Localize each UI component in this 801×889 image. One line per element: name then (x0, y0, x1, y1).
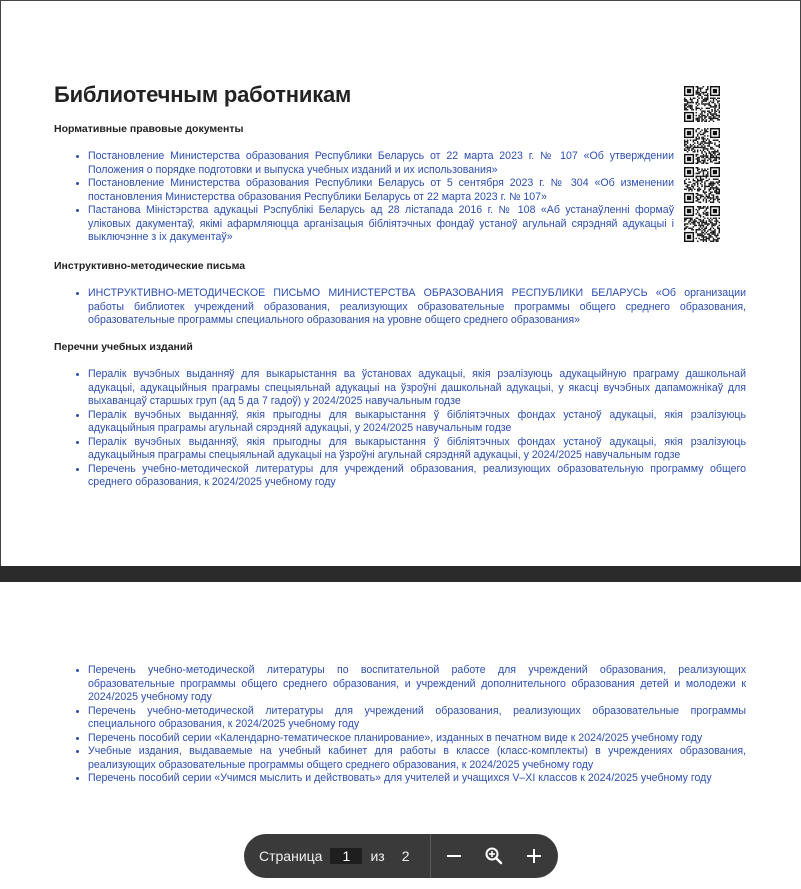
list-item[interactable] (88, 732, 746, 746)
section-heading-normative: Нормативные правовые документы (54, 123, 244, 135)
page-separator (0, 566, 801, 582)
list-item[interactable] (88, 463, 746, 490)
list-item[interactable] (88, 745, 746, 772)
section-heading-lists: Перечни учебных изданий (54, 341, 193, 353)
minus-icon (445, 847, 463, 865)
doc-link[interactable]: Учебные издания, выдаваемые на учебный кабинет для работы в классе (класс-комплекты) в учреждениях образования, реализующих образовательные программы общего среднего образования, к 2024/2025 учебному году (88, 745, 746, 771)
of-label: из (370, 848, 385, 864)
doc-link[interactable]: Постановление Министерства образования Республики Беларусь от 5 сентября 2023 г. № 304 «Об изменении постановления Министерства образования Республики Беларусь от 22 марта 2023 г. № 107» (88, 177, 674, 203)
qr-code-icon (684, 167, 720, 203)
plus-icon (525, 847, 543, 865)
doc-link[interactable]: Перечень учебно-методической литературы для учреждений образования, реализующих образовательные программы специального образования, к 2024/2025 учебному году (88, 704, 746, 730)
normative-docs-list (70, 150, 674, 245)
section-heading-letters: Инструктивно-методические письма (54, 260, 246, 272)
list-item[interactable] (88, 409, 746, 436)
doc-link[interactable]: Перечень пособий серии «Учимся мыслить и действовать» для учителей и учащихся V–XI классов к 2024/2025 учебному году (88, 772, 712, 784)
doc-link[interactable]: Пастанова Міністэрства адукацыі Рэспублікі Беларусь ад 28 лістапада 2016 г. № 108 «Аб устанаўленні формаў уліковых дакументаў, якімі афармляюцца арганізацыя бібліятэчных фондаў устаноў агульнай сярэдняй адукацыі і выключэнне з іх дакументаў» (88, 204, 674, 243)
magnifier-icon (484, 846, 504, 866)
letters-list (70, 287, 746, 328)
doc-link[interactable]: Пералік вучэбных выданняў, якія прыгодны для выкарыстання ў бібліятэчных фондах устаноў адукацыі, якія рэалізуюць адукацыйныя праграмы спецыяльнай адукацыі на ўзроўні агульнай сярэдняй адукацыі, у 2024/2025 навучальным годзе (88, 435, 746, 461)
doc-link[interactable]: Перечень учебно-методической литературы по воспитательной работе для учреждений образования, реализующих образовательные программы общего среднего образования, и учреждений дополнительного образования детей и молодежи к 2024/2025 учебному году (88, 664, 746, 703)
list-item[interactable] (88, 177, 674, 204)
viewer-top-border (0, 0, 801, 1)
zoom-out-button[interactable] (437, 839, 471, 873)
list-item[interactable] (88, 368, 746, 409)
list-item[interactable] (88, 204, 674, 245)
doc-link[interactable]: Пералік вучэбных выданняў, якія прыгодны для выкарыстання ў бібліятэчных фондах устаноў адукацыі, якія рэалізуюць адукацыйныя праграмы агульнай сярэдняй адукацыі, у 2024/2025 навучальным годзе (88, 408, 746, 434)
qr-code-icon (684, 128, 720, 164)
doc-link[interactable]: ИНСТРУКТИВНО-МЕТОДИЧЕСКОЕ ПИСЬМО МИНИСТЕРСТВА ОБРАЗОВАНИЯ РЕСПУБЛИКИ БЕЛАРУСЬ «Об организации работы библиотек учреждений образования, реализующих образовательные программы общего среднего образования, образовательные программы специального образования на уровне общего среднего образования» (88, 287, 746, 326)
list-item[interactable] (88, 150, 674, 177)
page-number-input[interactable] (330, 848, 362, 864)
edition-lists-continued (70, 664, 746, 786)
list-item[interactable] (88, 664, 746, 705)
list-item[interactable] (88, 287, 746, 328)
zoom-fit-button[interactable] (477, 839, 511, 873)
qr-code-icon (684, 206, 720, 242)
pdf-toolbar (244, 834, 558, 878)
page-label: Страница (259, 848, 323, 864)
doc-link[interactable]: Перечень учебно-методической литературы для учреждений образования, реализующих образовательную программу общего среднего образования, к 2024/2025 учебному году (88, 462, 746, 488)
page-title: Библиотечным работникам (54, 82, 352, 107)
page-left-border (0, 0, 1, 566)
toolbar-divider (430, 834, 431, 878)
doc-link[interactable]: Пералік вучэбных выданняў для выкарыстання ва ўстановах адукацыі, якія рэалізуюць адукацыйную праграму дашкольнай адукацыі, адукацыйныя праграмы спецыяльнай адукацыі на ўзроўні дашкольнай адукацыі, у якасці вучэбных дапаможнікаў для выхаванцаў старшых груп (ад 5 да 7 гадоў) у 2024/2025 навучальным годзе (88, 368, 746, 407)
doc-link[interactable]: Перечень пособий серии «Календарно-тематическое планирование», изданных в печатном виде к 2024/2025 учебному году (88, 731, 703, 744)
edition-lists-list (70, 368, 746, 490)
qr-code-icon (684, 86, 720, 122)
zoom-in-button[interactable] (517, 839, 551, 873)
list-item[interactable] (88, 436, 746, 463)
doc-link[interactable]: Постановление Министерства образования Республики Беларусь от 22 марта 2023 г. № 107 «Об утверждении Положения о порядке подготовки и выпуска учебных изданий и их использования» (88, 150, 674, 176)
list-item[interactable] (88, 705, 746, 732)
total-pages: 2 (401, 848, 410, 864)
list-item[interactable] (88, 772, 746, 786)
